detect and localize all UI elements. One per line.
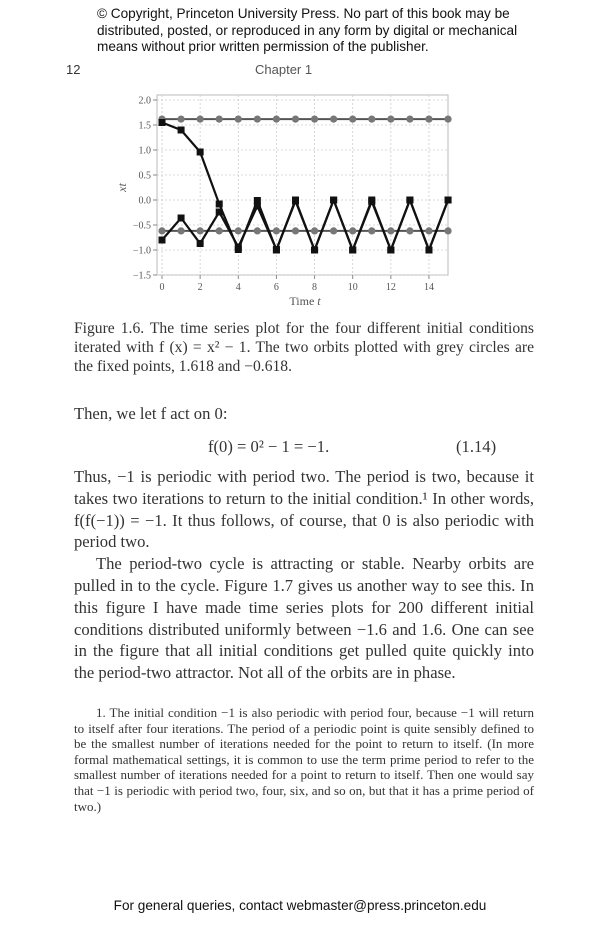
square-marker [292, 198, 299, 205]
page-number: 12 [66, 62, 81, 77]
circle-marker [425, 116, 432, 123]
square-marker [235, 244, 242, 251]
circle-marker [368, 116, 375, 123]
circle-marker [406, 116, 413, 123]
paragraph-1: Thus, −1 is periodic with period two. The period is two, because it takes two iterations to return to the initial condition.¹ In other words, f(f(−1)) = −1. It thus follows, of course, that 0 is also periodic with period two. [74, 467, 534, 552]
square-marker [425, 247, 432, 254]
circle-marker [177, 227, 184, 234]
footnote [74, 705, 534, 814]
x-tick-label: 10 [347, 282, 358, 293]
y-tick-label: 2.0 [138, 95, 151, 107]
square-marker [406, 197, 413, 204]
square-marker [178, 215, 185, 222]
chapter-title: Chapter 1 [255, 62, 313, 77]
circle-marker [444, 227, 451, 234]
y-tick-label: 0.5 [138, 170, 151, 182]
circle-marker [349, 227, 356, 234]
circle-marker [425, 227, 432, 234]
circle-marker [368, 227, 375, 234]
equation-number: (1.14) [456, 437, 497, 456]
copyright-notice: © Copyright, Princeton University Press. No part of this book may be distributed, posted, or reproduced in any form by digital or mechanical means without prior written permission of the publisher. [97, 6, 518, 54]
square-marker [216, 209, 223, 216]
circle-marker [197, 227, 204, 234]
circle-marker [330, 116, 337, 123]
circle-marker [197, 116, 204, 123]
circle-marker [349, 116, 356, 123]
square-marker [197, 240, 204, 247]
x-tick-label: 14 [423, 282, 434, 293]
figure-caption: Figure 1.6. The time series plot for the four different initial conditions iterated with f (x) = x² − 1. The two orbits plotted with grey circles are the fixed points, 1.618 and −0.618. [74, 320, 534, 376]
square-marker [368, 198, 375, 205]
circle-marker [235, 116, 242, 123]
square-marker [159, 237, 166, 244]
square-marker [387, 247, 394, 254]
equation: f(0) = 0² − 1 = −1. [208, 437, 330, 456]
circle-marker [292, 227, 299, 234]
square-marker [330, 197, 337, 204]
circle-marker [311, 227, 318, 234]
line-chart [100, 88, 470, 310]
square-marker [159, 119, 166, 126]
body-text [74, 466, 534, 684]
footnote-1: 1. The initial condition −1 is also periodic with period four, because −1 will return to itself after four iterations. The period of a periodic point is quite sensibly defined to be the smallest number of iterations needed for the point to return to itself. (In more formal mathematical settings, it is common to use the term prime period to refer to the smallest number of iterations needed for a point to return to itself. Then one would say that −1 is periodic with period two, four, six, and so on, but that it has a prime period of two.) [74, 705, 534, 814]
square-marker [349, 247, 356, 254]
circle-marker [330, 227, 337, 234]
square-marker [254, 203, 261, 210]
x-tick-label: 12 [385, 282, 396, 293]
x-tick-label: 8 [312, 282, 318, 293]
square-marker [273, 246, 280, 253]
y-tick-label: 1.0 [138, 145, 151, 157]
circle-marker [254, 116, 261, 123]
square-marker [197, 149, 204, 156]
x-axis-label: Time t [289, 294, 321, 308]
circle-marker [273, 227, 280, 234]
circle-marker [387, 116, 394, 123]
x-tick-label: 0 [159, 282, 165, 293]
y-axis-label: xt [115, 183, 129, 192]
then-line: Then, we let f act on 0: [74, 404, 228, 423]
square-marker [445, 197, 452, 204]
circle-marker [273, 116, 280, 123]
circle-marker [387, 227, 394, 234]
y-tick-label: −1.0 [132, 245, 151, 257]
square-marker [311, 247, 318, 254]
circle-marker [216, 227, 223, 234]
x-tick-label: 2 [197, 282, 203, 293]
circle-marker [158, 227, 165, 234]
circle-marker [311, 116, 318, 123]
square-marker [216, 201, 223, 208]
circle-marker [177, 116, 184, 123]
circle-marker [444, 116, 451, 123]
figure-time-series-plot [100, 88, 470, 310]
circle-marker [292, 116, 299, 123]
x-tick-label: 4 [235, 282, 241, 293]
footer-contact: For general queries, contact webmaster@press.princeton.edu [113, 898, 487, 913]
circle-marker [254, 227, 261, 234]
circle-marker [216, 116, 223, 123]
y-tick-label: −0.5 [132, 220, 151, 232]
circle-marker [406, 227, 413, 234]
circle-marker [235, 227, 242, 234]
x-tick-label: 6 [273, 282, 279, 293]
y-tick-label: 0.0 [138, 195, 151, 207]
y-tick-label: 1.5 [138, 120, 151, 132]
square-marker [178, 127, 185, 134]
paragraph-2: The period-two cycle is attracting or stable. Nearby orbits are pulled in to the cycle. Figure 1.7 gives us another way to see this. In this figure I have made time series plots for 200 different initial conditions distributed uniformly between −1.6 and 1.6. One can see in the figure that all initial conditions get pulled quite quickly into the period-two attractor. Not all of the orbits are in phase. [74, 554, 534, 683]
y-tick-label: −1.5 [132, 270, 151, 282]
